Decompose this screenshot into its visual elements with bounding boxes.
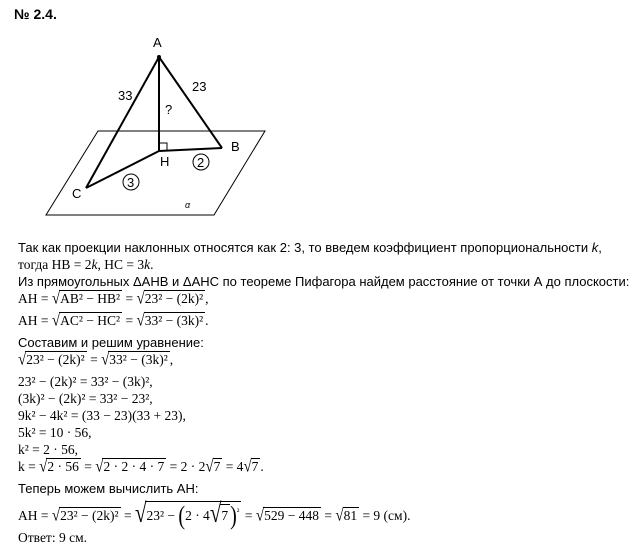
radicand: 2 · 56: [47, 459, 79, 474]
problem-number: № 2.4.: [14, 6, 57, 22]
equation-line-2: 23² − (2k)² = 33² − (3k)²,: [18, 374, 153, 389]
intro-end: ,: [598, 240, 602, 255]
intro-text: Так как проекции наклонных относятся как 2: 3, то введем коэффициент пропорциональности: [18, 240, 592, 255]
sqrt: √81: [335, 506, 358, 526]
equation-line-1: [18, 351, 629, 373]
radicand: 529 − 448: [264, 508, 319, 523]
sqrt: √23² − (2k)²: [136, 289, 204, 309]
radicand: AC² − HC²: [60, 313, 121, 328]
label-ab-length: 23: [192, 79, 207, 94]
geometry-figure: [0, 0, 600, 240]
ah-label: AH =: [18, 291, 52, 306]
equals: =: [122, 313, 137, 328]
simplify: = 2 · 2: [166, 459, 206, 474]
label-ah-unknown: ?: [165, 102, 173, 117]
sqrt: √33² − (3k)²: [101, 350, 168, 370]
radicand-big: 23² − (2 · 4√7 )$^{^2}$: [146, 497, 240, 531]
pythagoras-line: Из прямоугольных ΔAHB и ΔAHC по теореме Пифагора найдем расстояние от точки А до плоскости:: [18, 274, 629, 289]
punct: ,: [205, 291, 209, 306]
equation-line-7: [18, 458, 629, 480]
k-var: k: [591, 240, 599, 255]
sqrt: √2 · 56: [39, 457, 79, 477]
sqrt: √33² − (3k)²: [136, 311, 204, 331]
equation-line-6: k² = 2 · 56,: [18, 442, 79, 457]
radicand: 2 · 2 · 4 · 7: [103, 459, 165, 474]
answer-line: Ответ: 9 см.: [18, 530, 87, 545]
setup-line: Составим и решим уравнение:: [18, 335, 204, 350]
hb-def: тогда HB = 2: [18, 257, 92, 272]
radicand: AB² − HB²: [60, 291, 121, 306]
simplify: = 4: [222, 459, 244, 474]
sqrt: √7: [243, 457, 259, 477]
sqrt: √23² − (2k)²: [51, 506, 119, 526]
label-b: B: [231, 139, 240, 154]
def-end: .: [150, 257, 154, 272]
k-eq: k =: [18, 459, 40, 474]
equals: =: [120, 508, 135, 523]
radicand: 33² − (3k)²: [109, 352, 168, 367]
radicand: 23² − (2k)²: [26, 352, 85, 367]
label-hc-ratio: 3: [127, 175, 135, 190]
equals: =: [320, 508, 336, 523]
label-c: C: [72, 186, 82, 201]
sqrt: √23² − (2k)²: [18, 350, 85, 370]
sqrt: √AB² − HB²: [51, 289, 121, 309]
radicand: 81: [343, 508, 358, 523]
solution-body: [18, 239, 629, 546]
label-ac-length: 33: [118, 88, 133, 103]
sqrt: √529 − 448: [255, 506, 319, 526]
punct: ,: [169, 352, 174, 367]
result: = 9 (см).: [359, 508, 411, 523]
equation-line-5: 5k² = 10 · 56,: [18, 425, 92, 440]
term: 23² −: [146, 508, 179, 523]
final-equation: [18, 497, 629, 529]
ah-equation-1: [18, 290, 629, 312]
segment-ac: [86, 57, 159, 188]
radicand: 23² − (2k)²: [144, 291, 204, 306]
equals: =: [80, 459, 96, 474]
radicand: 7: [251, 459, 259, 474]
equals: =: [241, 508, 256, 523]
ah-label: AH =: [18, 508, 52, 523]
sqrt: √AC² − HC²: [51, 311, 121, 331]
equation-line-4: 9k² − 4k² = (33 − 23)(33 + 23),: [18, 408, 186, 423]
exponent: ²: [236, 506, 240, 517]
label-h: H: [160, 154, 170, 169]
radicand: 23² − (2k)²: [60, 508, 119, 523]
label-plane-alpha: α: [185, 200, 191, 210]
sqrt: √7: [209, 497, 229, 529]
now-line: Теперь можем вычислить AH:: [18, 481, 199, 496]
ah-equation-2: [18, 312, 629, 334]
equals: =: [122, 291, 137, 306]
equals: =: [86, 352, 102, 367]
k-var: k: [91, 257, 98, 272]
radicand: 7: [213, 459, 221, 474]
hc-def: , HC = 3: [97, 257, 145, 272]
punct: .: [205, 313, 209, 328]
label-hb-ratio: 2: [197, 155, 205, 170]
sqrt-big: √23² − (2 · 4√7 )$^{^2}$: [134, 497, 240, 531]
k-var: k: [144, 257, 151, 272]
segment-hb: [159, 148, 222, 151]
term: 2 · 4: [185, 508, 210, 523]
punct: .: [260, 459, 264, 474]
intro-line-2: [18, 256, 629, 273]
label-a: A: [153, 35, 162, 50]
equation-line-3: (3k)² − (2k)² = 33² − 23²,: [18, 391, 153, 406]
sqrt: √2 · 2 · 4 · 7: [95, 457, 165, 477]
radicand: 33² − (3k)²: [144, 313, 204, 328]
radicand: 7: [220, 504, 230, 525]
intro-line-1: [18, 239, 629, 256]
sqrt: √7: [205, 457, 221, 477]
point-a-dot: [157, 55, 161, 59]
ah-label: AH =: [18, 313, 52, 328]
